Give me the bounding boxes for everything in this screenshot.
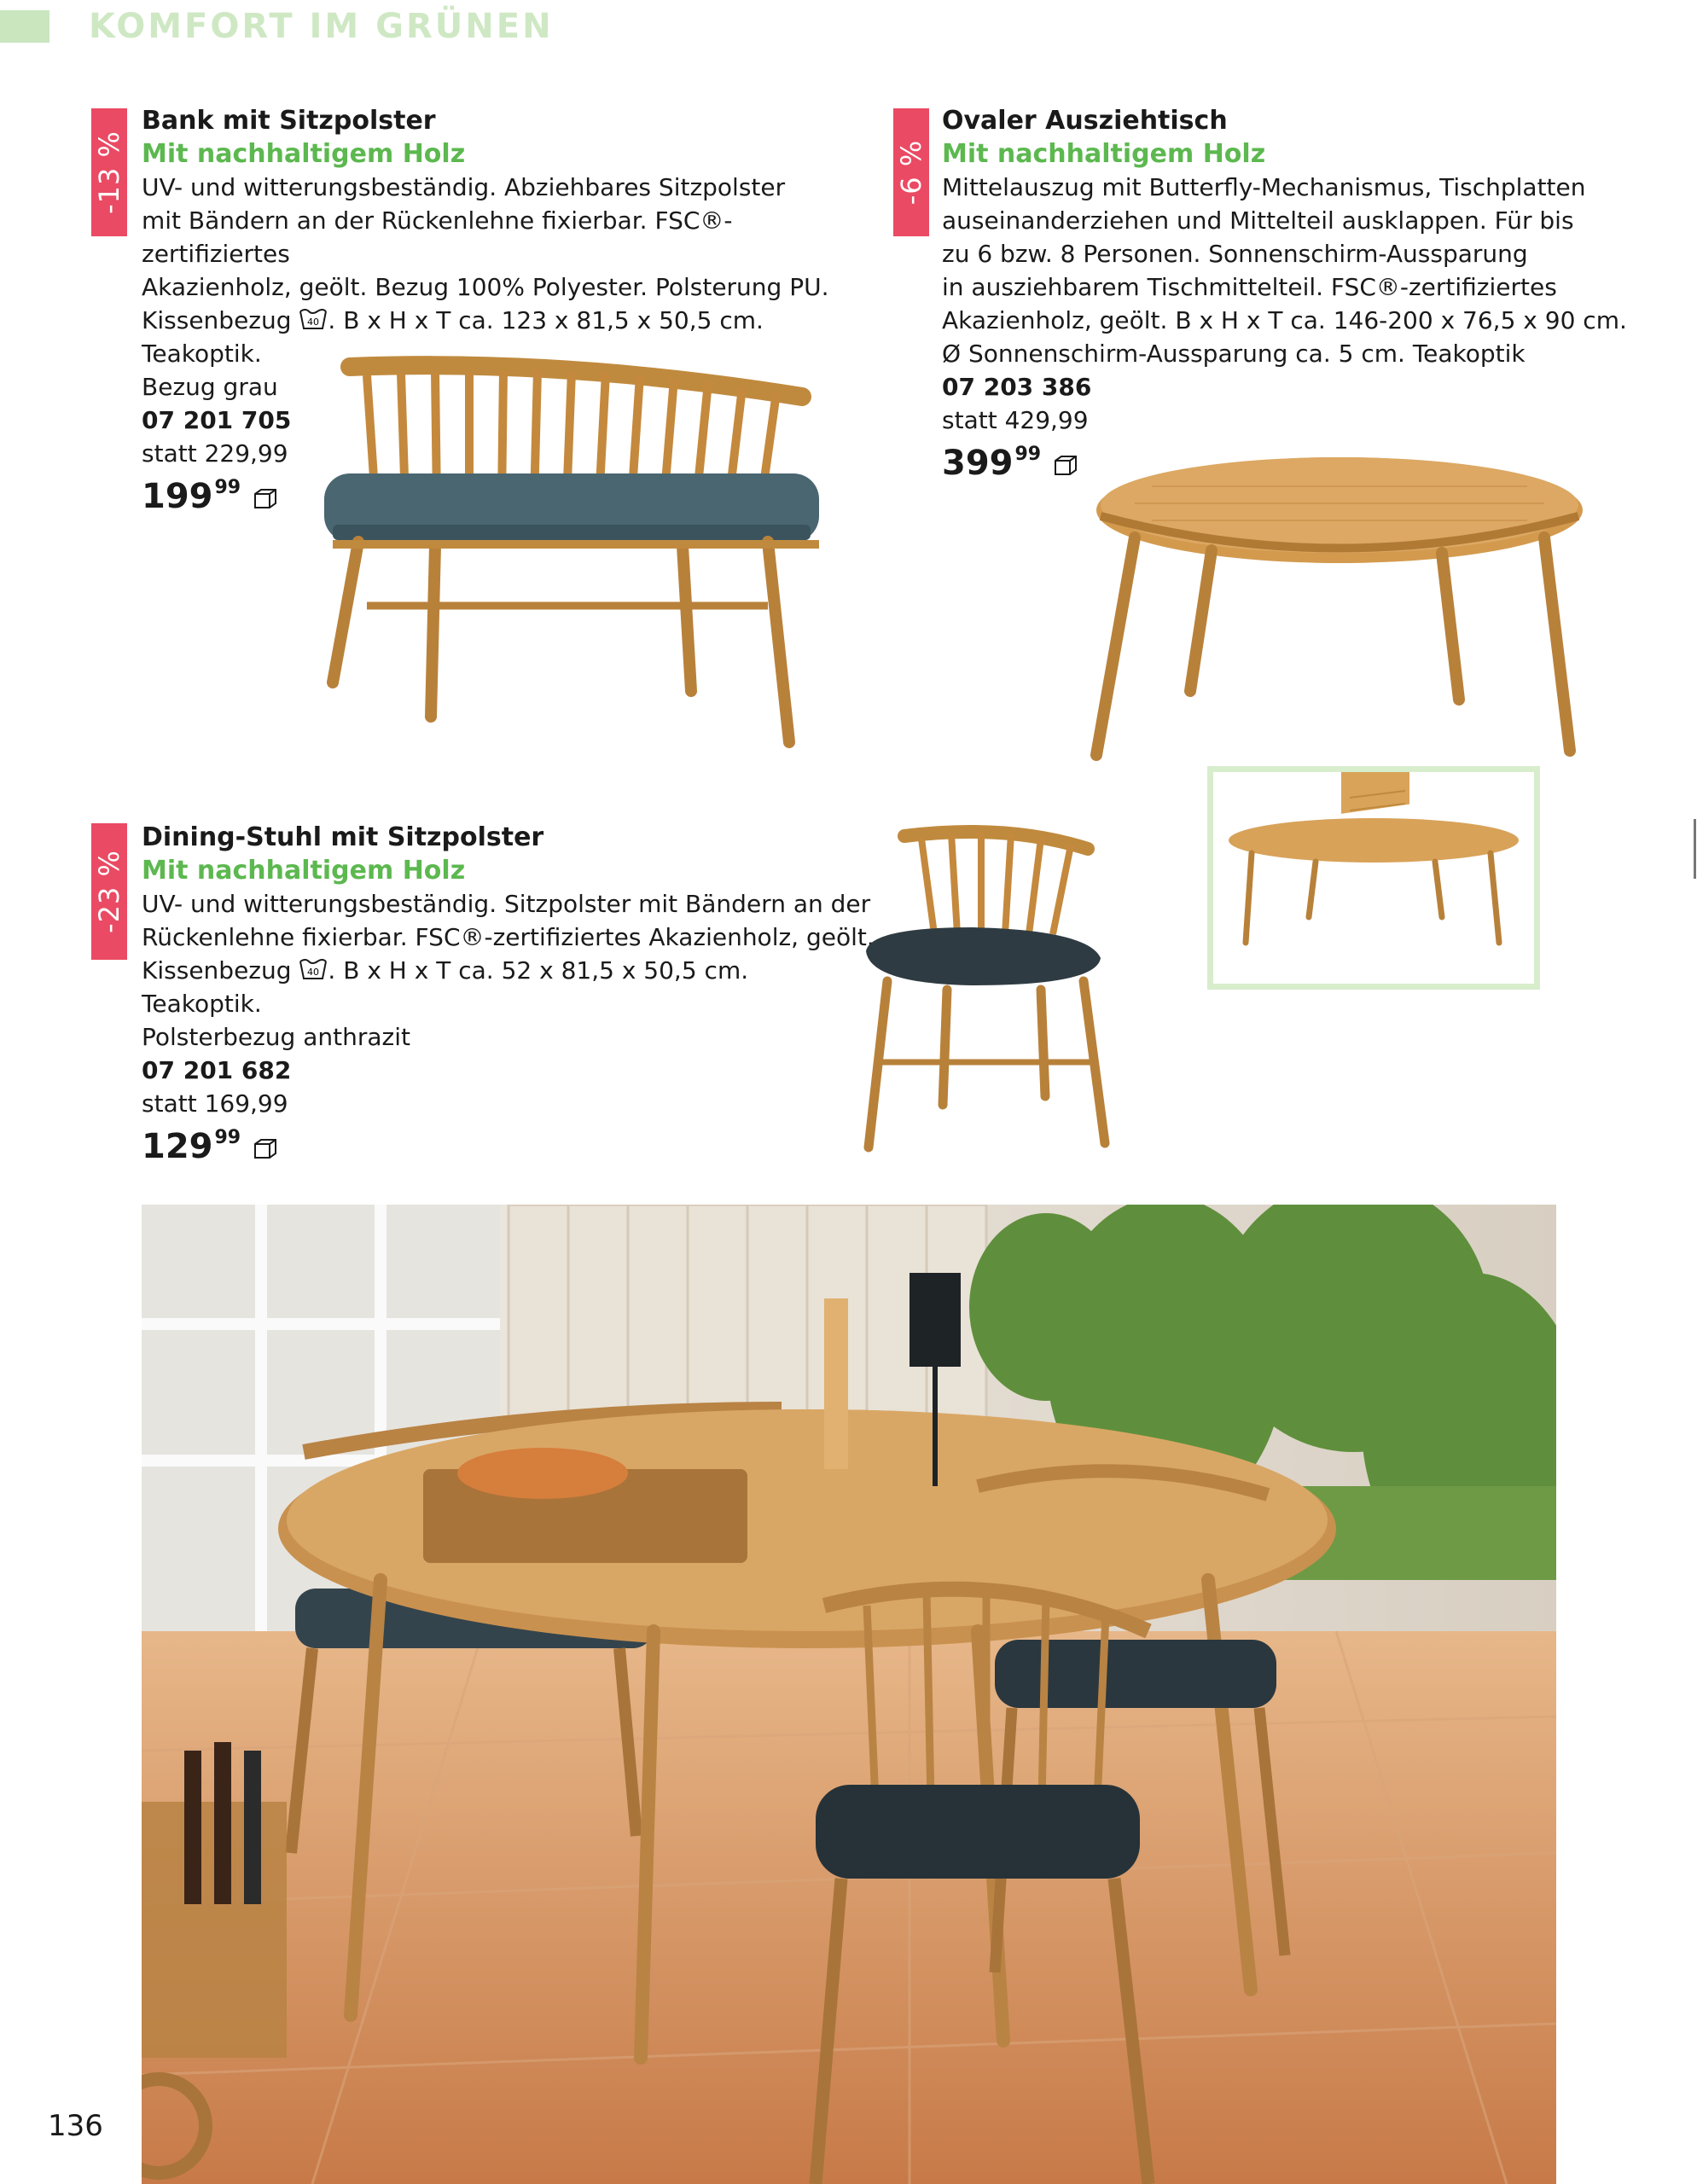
article-number: 07 201 682: [142, 1056, 292, 1084]
discount-badge-chair: -23 %: [91, 823, 127, 960]
old-price: statt 169,99: [142, 1089, 288, 1118]
page-edge-mark: [1694, 819, 1696, 879]
product-name: Dining-Stuhl mit Sitzpolster: [142, 822, 544, 852]
discount-badge-table: -6 %: [893, 108, 929, 236]
wash-40-icon: [299, 306, 328, 332]
product-description: Mittelauszug mit Butterfly-Mechanismus, Tischplatten auseinanderziehen und Mittelteil ausklappen. Für bis zu 6 bzw. 8 Personen. Sonnenschirm-Aussparung in ausziehbarem Tischmittelteil. FSC®-zertifiziertes Akazienholz, geölt. B x H x T ca. 146-200 x 76,5 x 90 cm. Ø Sonnenschirm-Aussparung ca. 5 cm. Teakoptik: [942, 173, 1627, 368]
wash-40-icon: [299, 956, 328, 982]
bench-photo: [307, 350, 853, 759]
extended-table-inset: [1207, 766, 1540, 990]
article-number: 07 201 705: [142, 406, 292, 434]
old-price: statt 429,99: [942, 406, 1089, 434]
product-subtitle: Mit nachhaltigem Holz: [142, 139, 466, 169]
extended-table-photo: [1213, 772, 1534, 984]
dining-chair-photo: [853, 815, 1118, 1156]
product-description: UV- und witterungsbeständig. Abziehbares Sitzpolster mit Bändern an der Rückenlehne fixierbar. FSC®-zertifiziertes Akazienholz, geölt. Bezug 100% Polyester. Polsterung PU. Kissenbezug 40 . B x H x T ca. 123 x 81,5 x 50,5 cm. Teakoptik. Bezug grau: [142, 173, 829, 401]
parcel-delivery-icon: [253, 487, 278, 509]
page-number: 136: [48, 2109, 103, 2143]
oval-table-photo: [1084, 452, 1595, 768]
svg-text:40: 40: [307, 317, 320, 328]
discount-badge-bench: -13 %: [91, 108, 127, 236]
patio-lifestyle-photo: [142, 1205, 1556, 2184]
parcel-delivery-icon: [253, 1137, 278, 1159]
price: 399 99: [942, 444, 1659, 483]
section-title: KOMFORT IM GRÜNEN: [89, 7, 554, 46]
price: 199 99: [142, 477, 875, 516]
product-description: UV- und witterungsbeständig. Sitzpolster mit Bändern an der Rückenlehne fixierbar. FSC®-zertifiziertes Akazienholz, geölt. Kissenbezug 40 . B x H x T ca. 52 x 81,5 x 50,5 cm. Teakoptik. Polsterbezug anthrazit: [142, 890, 875, 1051]
product-subtitle: Mit nachhaltigem Holz: [142, 856, 466, 886]
section-color-bar: [0, 10, 49, 43]
svg-text:40: 40: [307, 967, 320, 978]
price: 129 99: [142, 1127, 875, 1166]
product-name: Ovaler Ausziehtisch: [942, 106, 1228, 136]
product-name: Bank mit Sitzpolster: [142, 106, 436, 136]
article-number: 07 203 386: [942, 373, 1092, 401]
product-chair: [142, 821, 875, 1166]
old-price: statt 229,99: [142, 439, 288, 468]
product-table: [942, 104, 1659, 483]
parcel-delivery-icon: [1053, 454, 1078, 476]
product-subtitle: Mit nachhaltigem Holz: [942, 139, 1266, 169]
